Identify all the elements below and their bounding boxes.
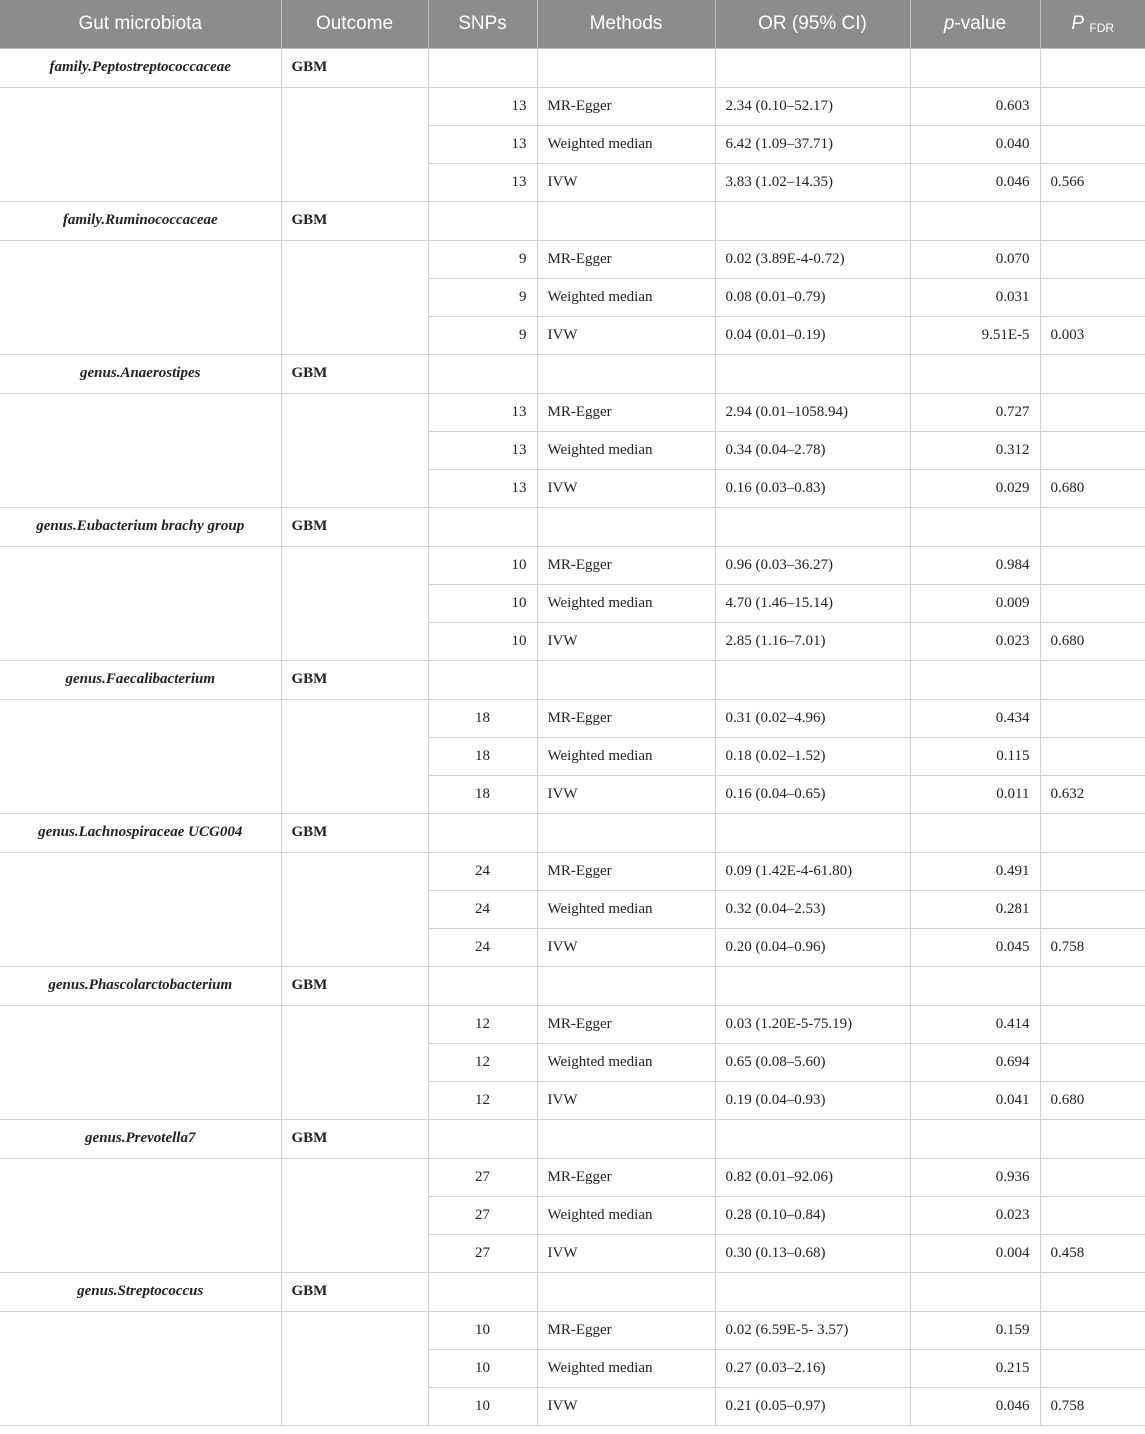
or-ci-cell: 6.42 (1.09–37.71) [715, 125, 910, 163]
method-cell: Weighted median [537, 1043, 715, 1081]
method-cell: Weighted median [537, 737, 715, 775]
empty-cell [1040, 354, 1145, 393]
snps-cell: 9 [428, 316, 537, 354]
empty-cell [1040, 201, 1145, 240]
header-outcome: Outcome [281, 0, 428, 48]
group-row [0, 966, 1145, 1005]
method-cell: IVW [537, 622, 715, 660]
snps-cell: 24 [428, 890, 537, 928]
or-ci-cell: 4.70 (1.46–15.14) [715, 584, 910, 622]
empty-cell [1040, 48, 1145, 87]
empty-cell [1040, 1119, 1145, 1158]
outcome-cell: GBM [281, 1272, 428, 1311]
or-ci-cell: 0.82 (0.01–92.06) [715, 1158, 910, 1196]
or-ci-cell: 3.83 (1.02–14.35) [715, 163, 910, 201]
empty-cell [0, 852, 281, 966]
p-fdr-cell: 0.566 [1040, 163, 1145, 201]
empty-cell [537, 660, 715, 699]
header-row [0, 0, 1145, 48]
p-value-cell: 0.936 [910, 1158, 1040, 1196]
snps-cell: 12 [428, 1005, 537, 1043]
method-cell: Weighted median [537, 1196, 715, 1234]
or-ci-cell: 0.19 (0.04–0.93) [715, 1081, 910, 1119]
empty-cell [537, 507, 715, 546]
microbiota-name: genus.Anaerostipes [0, 354, 281, 393]
p-value-cell: 0.434 [910, 699, 1040, 737]
empty-cell [428, 201, 537, 240]
empty-cell [537, 48, 715, 87]
snps-cell: 13 [428, 163, 537, 201]
empty-cell [281, 393, 428, 507]
header-or-ci: OR (95% CI) [715, 0, 910, 48]
snps-cell: 13 [428, 431, 537, 469]
p-fdr-cell: 0.680 [1040, 1081, 1145, 1119]
p-fdr-cell: 0.680 [1040, 469, 1145, 507]
p-value-cell: 0.491 [910, 852, 1040, 890]
p-fdr-cell [1040, 125, 1145, 163]
table-row [0, 1311, 1145, 1349]
empty-cell [910, 201, 1040, 240]
empty-cell [537, 1119, 715, 1158]
snps-cell: 18 [428, 775, 537, 813]
header-p-fdr [1040, 0, 1145, 48]
or-ci-cell: 2.34 (0.10–52.17) [715, 87, 910, 125]
or-ci-cell: 0.65 (0.08–5.60) [715, 1043, 910, 1081]
empty-cell [281, 1005, 428, 1119]
p-value-cell: 0.041 [910, 1081, 1040, 1119]
snps-cell: 12 [428, 1043, 537, 1081]
empty-cell [281, 1158, 428, 1272]
empty-cell [428, 1272, 537, 1311]
empty-cell [910, 813, 1040, 852]
empty-cell [715, 507, 910, 546]
method-cell: Weighted median [537, 125, 715, 163]
method-cell: MR-Egger [537, 87, 715, 125]
p-fdr-cell [1040, 1043, 1145, 1081]
empty-cell [715, 1272, 910, 1311]
p-fdr-cell [1040, 278, 1145, 316]
method-cell: MR-Egger [537, 1158, 715, 1196]
method-cell: Weighted median [537, 431, 715, 469]
p-fdr-cell [1040, 737, 1145, 775]
empty-cell [281, 852, 428, 966]
p-fdr-cell [1040, 1005, 1145, 1043]
snps-cell: 10 [428, 546, 537, 584]
empty-cell [910, 507, 1040, 546]
microbiota-name: genus.Prevotella7 [0, 1119, 281, 1158]
empty-cell [910, 660, 1040, 699]
empty-cell [0, 1311, 281, 1425]
group-row [0, 1272, 1145, 1311]
method-cell: MR-Egger [537, 546, 715, 584]
outcome-cell: GBM [281, 1119, 428, 1158]
snps-cell: 27 [428, 1196, 537, 1234]
outcome-cell: GBM [281, 48, 428, 87]
p-fdr-cell [1040, 240, 1145, 278]
snps-cell: 24 [428, 852, 537, 890]
method-cell: Weighted median [537, 584, 715, 622]
p-fdr-cell: 0.758 [1040, 928, 1145, 966]
empty-cell [910, 48, 1040, 87]
or-ci-cell: 0.02 (3.89E-4-0.72) [715, 240, 910, 278]
outcome-cell: GBM [281, 354, 428, 393]
p-fdr-cell [1040, 393, 1145, 431]
empty-cell [428, 660, 537, 699]
empty-cell [0, 393, 281, 507]
empty-cell [0, 546, 281, 660]
or-ci-cell: 0.96 (0.03–36.27) [715, 546, 910, 584]
table-row [0, 1005, 1145, 1043]
p-fdr-cell [1040, 1311, 1145, 1349]
empty-cell [715, 48, 910, 87]
table-row [0, 1158, 1145, 1196]
empty-cell [281, 1311, 428, 1425]
p-value-cell: 0.004 [910, 1234, 1040, 1272]
table-row [0, 699, 1145, 737]
method-cell: IVW [537, 1234, 715, 1272]
empty-cell [281, 546, 428, 660]
method-cell: Weighted median [537, 278, 715, 316]
group-row [0, 507, 1145, 546]
method-cell: MR-Egger [537, 240, 715, 278]
p-fdr-cell: 0.758 [1040, 1387, 1145, 1425]
p-value-cell: 0.011 [910, 775, 1040, 813]
method-cell: IVW [537, 163, 715, 201]
header-p-fdr-sub: FDR [1089, 20, 1115, 35]
group-row [0, 48, 1145, 87]
header-p-fdr-main: P [1071, 12, 1085, 34]
empty-cell [428, 507, 537, 546]
microbiota-name: genus.Faecalibacterium [0, 660, 281, 699]
header-snps: SNPs [428, 0, 537, 48]
empty-cell [0, 699, 281, 813]
empty-cell [537, 354, 715, 393]
empty-cell [715, 660, 910, 699]
header-p-value-rest: -value [954, 12, 1007, 34]
method-cell: MR-Egger [537, 852, 715, 890]
or-ci-cell: 0.34 (0.04–2.78) [715, 431, 910, 469]
empty-cell [428, 354, 537, 393]
group-row [0, 660, 1145, 699]
empty-cell [537, 1272, 715, 1311]
p-value-cell: 0.023 [910, 622, 1040, 660]
p-fdr-cell [1040, 852, 1145, 890]
p-fdr-cell [1040, 699, 1145, 737]
group-row [0, 1119, 1145, 1158]
empty-cell [428, 966, 537, 1005]
method-cell: IVW [537, 1387, 715, 1425]
or-ci-cell: 0.32 (0.04–2.53) [715, 890, 910, 928]
snps-cell: 18 [428, 737, 537, 775]
p-fdr-cell [1040, 87, 1145, 125]
p-fdr-cell [1040, 584, 1145, 622]
p-value-cell: 0.159 [910, 1311, 1040, 1349]
empty-cell [537, 966, 715, 1005]
snps-cell: 9 [428, 240, 537, 278]
snps-cell: 27 [428, 1234, 537, 1272]
p-value-cell: 0.046 [910, 1387, 1040, 1425]
header-p-value [910, 0, 1040, 48]
empty-cell [715, 966, 910, 1005]
snps-cell: 10 [428, 1387, 537, 1425]
table-row [0, 546, 1145, 584]
empty-cell [537, 201, 715, 240]
p-fdr-cell: 0.680 [1040, 622, 1145, 660]
method-cell: Weighted median [537, 1349, 715, 1387]
empty-cell [428, 1119, 537, 1158]
snps-cell: 24 [428, 928, 537, 966]
p-value-cell: 0.414 [910, 1005, 1040, 1043]
snps-cell: 18 [428, 699, 537, 737]
or-ci-cell: 0.02 (6.59E-5- 3.57) [715, 1311, 910, 1349]
or-ci-cell: 0.27 (0.03–2.16) [715, 1349, 910, 1387]
p-fdr-cell [1040, 1196, 1145, 1234]
snps-cell: 27 [428, 1158, 537, 1196]
p-value-cell: 0.045 [910, 928, 1040, 966]
header-gut-microbiota: Gut microbiota [0, 0, 281, 48]
p-value-cell: 0.031 [910, 278, 1040, 316]
empty-cell [910, 1119, 1040, 1158]
snps-cell: 12 [428, 1081, 537, 1119]
p-value-cell: 0.312 [910, 431, 1040, 469]
empty-cell [1040, 1272, 1145, 1311]
empty-cell [281, 87, 428, 201]
or-ci-cell: 0.08 (0.01–0.79) [715, 278, 910, 316]
p-fdr-cell: 0.003 [1040, 316, 1145, 354]
empty-cell [537, 813, 715, 852]
snps-cell: 13 [428, 393, 537, 431]
empty-cell [1040, 966, 1145, 1005]
empty-cell [910, 966, 1040, 1005]
method-cell: MR-Egger [537, 393, 715, 431]
or-ci-cell: 0.16 (0.04–0.65) [715, 775, 910, 813]
p-value-cell: 0.029 [910, 469, 1040, 507]
p-fdr-cell [1040, 890, 1145, 928]
empty-cell [0, 240, 281, 354]
empty-cell [910, 1272, 1040, 1311]
table-row [0, 87, 1145, 125]
table-row [0, 240, 1145, 278]
p-value-cell: 9.51E-5 [910, 316, 1040, 354]
microbiota-name: genus.Eubacterium brachy group [0, 507, 281, 546]
p-value-cell: 0.070 [910, 240, 1040, 278]
or-ci-cell: 2.85 (1.16–7.01) [715, 622, 910, 660]
empty-cell [715, 1119, 910, 1158]
snps-cell: 10 [428, 1349, 537, 1387]
snps-cell: 10 [428, 622, 537, 660]
p-fdr-cell: 0.458 [1040, 1234, 1145, 1272]
header-p-value-italic: p [943, 12, 955, 34]
method-cell: IVW [537, 775, 715, 813]
p-value-cell: 0.727 [910, 393, 1040, 431]
p-value-cell: 0.115 [910, 737, 1040, 775]
method-cell: IVW [537, 469, 715, 507]
p-value-cell: 0.694 [910, 1043, 1040, 1081]
empty-cell [428, 48, 537, 87]
table-row [0, 852, 1145, 890]
p-fdr-cell: 0.632 [1040, 775, 1145, 813]
method-cell: IVW [537, 1081, 715, 1119]
empty-cell [1040, 507, 1145, 546]
p-value-cell: 0.603 [910, 87, 1040, 125]
p-fdr-cell [1040, 431, 1145, 469]
method-cell: IVW [537, 928, 715, 966]
empty-cell [715, 813, 910, 852]
group-row [0, 354, 1145, 393]
or-ci-cell: 0.30 (0.13–0.68) [715, 1234, 910, 1272]
or-ci-cell: 0.28 (0.10–0.84) [715, 1196, 910, 1234]
empty-cell [715, 201, 910, 240]
table-row [0, 393, 1145, 431]
header-methods: Methods [537, 0, 715, 48]
snps-cell: 10 [428, 584, 537, 622]
empty-cell [0, 87, 281, 201]
method-cell: MR-Egger [537, 1005, 715, 1043]
or-ci-cell: 0.18 (0.02–1.52) [715, 737, 910, 775]
p-value-cell: 0.046 [910, 163, 1040, 201]
empty-cell [1040, 660, 1145, 699]
p-value-cell: 0.040 [910, 125, 1040, 163]
p-fdr-cell [1040, 1158, 1145, 1196]
microbiota-name: family.Ruminococcaceae [0, 201, 281, 240]
microbiota-name: genus.Streptococcus [0, 1272, 281, 1311]
outcome-cell: GBM [281, 660, 428, 699]
snps-cell: 10 [428, 1311, 537, 1349]
empty-cell [0, 1005, 281, 1119]
p-fdr-cell [1040, 1349, 1145, 1387]
snps-cell: 9 [428, 278, 537, 316]
snps-cell: 13 [428, 87, 537, 125]
outcome-cell: GBM [281, 813, 428, 852]
or-ci-cell: 0.20 (0.04–0.96) [715, 928, 910, 966]
empty-cell [0, 1158, 281, 1272]
outcome-cell: GBM [281, 201, 428, 240]
group-row [0, 201, 1145, 240]
table-body [0, 48, 1145, 1425]
or-ci-cell: 0.04 (0.01–0.19) [715, 316, 910, 354]
p-fdr-cell [1040, 546, 1145, 584]
or-ci-cell: 0.03 (1.20E-5-75.19) [715, 1005, 910, 1043]
p-value-cell: 0.215 [910, 1349, 1040, 1387]
method-cell: Weighted median [537, 890, 715, 928]
or-ci-cell: 2.94 (0.01–1058.94) [715, 393, 910, 431]
empty-cell [281, 240, 428, 354]
outcome-cell: GBM [281, 507, 428, 546]
microbiota-name: genus.Lachnospiraceae UCG004 [0, 813, 281, 852]
empty-cell [715, 354, 910, 393]
p-value-cell: 0.281 [910, 890, 1040, 928]
empty-cell [281, 699, 428, 813]
p-value-cell: 0.984 [910, 546, 1040, 584]
snps-cell: 13 [428, 469, 537, 507]
group-row [0, 813, 1145, 852]
or-ci-cell: 0.21 (0.05–0.97) [715, 1387, 910, 1425]
p-value-cell: 0.009 [910, 584, 1040, 622]
empty-cell [428, 813, 537, 852]
table-header [0, 0, 1145, 48]
or-ci-cell: 0.16 (0.03–0.83) [715, 469, 910, 507]
snps-cell: 13 [428, 125, 537, 163]
outcome-cell: GBM [281, 966, 428, 1005]
p-value-cell: 0.023 [910, 1196, 1040, 1234]
method-cell: MR-Egger [537, 699, 715, 737]
method-cell: IVW [537, 316, 715, 354]
empty-cell [910, 354, 1040, 393]
microbiota-name: genus.Phascolarctobacterium [0, 966, 281, 1005]
method-cell: MR-Egger [537, 1311, 715, 1349]
or-ci-cell: 0.31 (0.02–4.96) [715, 699, 910, 737]
or-ci-cell: 0.09 (1.42E-4-61.80) [715, 852, 910, 890]
empty-cell [1040, 813, 1145, 852]
microbiota-name: family.Peptostreptococcaceae [0, 48, 281, 87]
